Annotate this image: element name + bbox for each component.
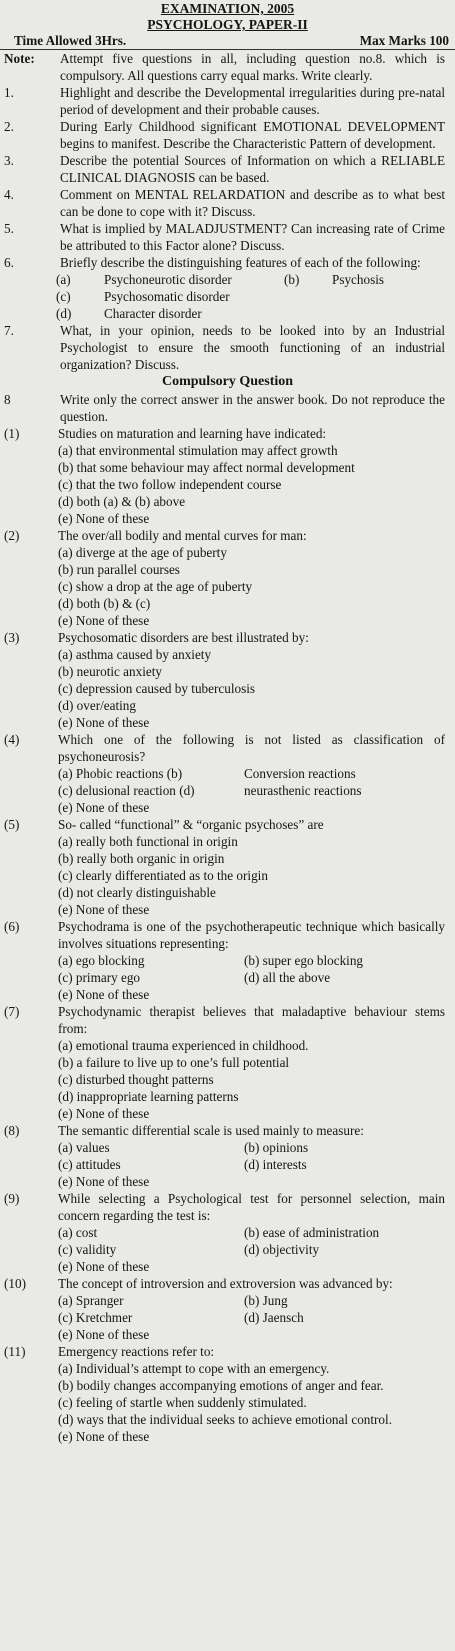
option: (b) run parallel courses bbox=[58, 562, 180, 577]
mcq-options bbox=[0, 1224, 455, 1275]
question-2 bbox=[0, 118, 455, 152]
option: (c) show a drop at the age of puberty bbox=[58, 579, 253, 594]
option: (d) Jaensch bbox=[244, 1310, 304, 1325]
option-row bbox=[58, 1241, 455, 1258]
option: (a) ego blocking bbox=[58, 953, 145, 968]
option: (a) cost bbox=[58, 1225, 98, 1240]
mcq-text: Psychosomatic disorders are best illustrated by: bbox=[58, 630, 309, 645]
mcq-9 bbox=[0, 1190, 455, 1224]
mcq-number: (4) bbox=[4, 732, 20, 747]
mcq-text: The concept of introversion and extroversion was advanced by: bbox=[58, 1276, 393, 1291]
question-text: Describe the potential Sources of Information on which a RELIABLE CLINICAL DIAGNOSIS can be based. bbox=[60, 153, 445, 185]
question-number: 8 bbox=[4, 392, 11, 407]
mcq-number: (7) bbox=[4, 1004, 20, 1019]
mcq-options bbox=[0, 1360, 455, 1445]
option-row bbox=[58, 1309, 455, 1326]
option-row bbox=[58, 782, 455, 799]
option: (e) None of these bbox=[58, 511, 150, 526]
question-number: 2. bbox=[4, 119, 14, 134]
option: (a) emotional trauma experienced in childhood. bbox=[58, 1038, 309, 1053]
part-row bbox=[56, 288, 455, 305]
max-marks: Max Marks 100 bbox=[359, 33, 449, 48]
time-allowed: Time Allowed 3Hrs. bbox=[14, 33, 127, 48]
question-7 bbox=[0, 322, 455, 373]
option: (b) neurotic anxiety bbox=[58, 664, 162, 679]
option: (d) interests bbox=[244, 1157, 307, 1172]
note bbox=[0, 50, 455, 84]
part-row bbox=[56, 271, 455, 288]
question-text: Briefly describe the distinguishing features of each of the following: bbox=[60, 255, 421, 270]
part-cell bbox=[284, 271, 455, 288]
option-row bbox=[58, 969, 455, 986]
mcq-number: (6) bbox=[4, 919, 20, 934]
question-3 bbox=[0, 152, 455, 186]
option: (c) disturbed thought patterns bbox=[58, 1072, 214, 1087]
part-cell bbox=[56, 305, 296, 322]
option: (b) really both organic in origin bbox=[58, 851, 225, 866]
option: neurasthenic reactions bbox=[244, 783, 362, 798]
question-number: 4. bbox=[4, 187, 14, 202]
option: (d) all the above bbox=[244, 970, 331, 985]
option: (e) None of these bbox=[58, 715, 150, 730]
question-4 bbox=[0, 186, 455, 220]
option: (d) both (b) & (c) bbox=[58, 596, 151, 611]
question-text: During Early Childhood significant EMOTIONAL DEVELOPMENT begins to manifest. Describe the Characteristic Pattern of development. bbox=[60, 119, 445, 151]
option: Conversion reactions bbox=[244, 766, 356, 781]
part-text: Psychoneurotic disorder bbox=[104, 272, 232, 287]
option: (e) None of these bbox=[58, 800, 150, 815]
mcq-number: (10) bbox=[4, 1276, 26, 1291]
question-text: What is implied by MALADJUSTMENT? Can increasing rate of Crime be attributed to this Factor alone? Discuss. bbox=[60, 221, 445, 253]
mcq-options bbox=[0, 1139, 455, 1190]
option: (e) None of these bbox=[58, 1174, 150, 1189]
instruction-text: Write only the correct answer in the answer book. Do not reproduce the question. bbox=[60, 392, 445, 424]
option-row bbox=[58, 952, 455, 969]
mcq-text: Psychodrama is one of the psychotherapeutic technique which basically involves situations representing: bbox=[58, 919, 445, 951]
option: (b) a failure to live up to one’s full potential bbox=[58, 1055, 290, 1070]
option-row bbox=[58, 1156, 455, 1173]
question-text: Comment on MENTAL RELARDATION and describe as to what best can be done to cope with it? Discuss. bbox=[60, 187, 445, 219]
question-1 bbox=[0, 84, 455, 118]
mcq-text: Emergency reactions refer to: bbox=[58, 1344, 215, 1359]
mcq-number: (1) bbox=[4, 426, 20, 441]
question-6 bbox=[0, 254, 455, 271]
mcq-options bbox=[0, 765, 455, 816]
option: (c) validity bbox=[58, 1242, 117, 1257]
mcq-number: (5) bbox=[4, 817, 20, 832]
option: (a) Individual’s attempt to cope with an emergency. bbox=[58, 1361, 330, 1376]
option: (e) None of these bbox=[58, 1327, 150, 1342]
mcq-8 bbox=[0, 1122, 455, 1139]
option: (e) None of these bbox=[58, 1429, 150, 1444]
mcq-number: (3) bbox=[4, 630, 20, 645]
mcq-options bbox=[0, 646, 455, 731]
part-cell bbox=[56, 288, 296, 305]
part-text: Psychosis bbox=[332, 272, 385, 287]
part-label: (b) bbox=[284, 272, 300, 287]
option: (d) ways that the individual seeks to achieve emotional control. bbox=[58, 1412, 392, 1427]
option: (c) clearly differentiated as to the origin bbox=[58, 868, 268, 883]
option: (e) None of these bbox=[58, 1259, 150, 1274]
option: (b) that some behaviour may affect normal development bbox=[58, 460, 355, 475]
option: (d) both (a) & (b) above bbox=[58, 494, 186, 509]
mcq-options bbox=[0, 442, 455, 527]
paper-title: PSYCHOLOGY, PAPER-II bbox=[147, 17, 308, 32]
option: (b) opinions bbox=[244, 1140, 309, 1155]
option: (e) None of these bbox=[58, 987, 150, 1002]
note-label: Note: bbox=[4, 51, 35, 66]
option: (e) None of these bbox=[58, 1106, 150, 1121]
option: (a) diverge at the age of puberty bbox=[58, 545, 227, 560]
option: (a) values bbox=[58, 1140, 110, 1155]
option: (b) Jung bbox=[244, 1293, 288, 1308]
part-label: (d) bbox=[56, 306, 72, 321]
option: (b) bodily changes accompanying emotions of anger and fear. bbox=[58, 1378, 384, 1393]
option: (c) delusional reaction (d) bbox=[58, 783, 195, 798]
option: (c) Kretchmer bbox=[58, 1310, 133, 1325]
option-row bbox=[58, 1292, 455, 1309]
mcq-options bbox=[0, 1037, 455, 1122]
question-number: 6. bbox=[4, 255, 14, 270]
option: (d) objectivity bbox=[244, 1242, 320, 1257]
mcq-number: (9) bbox=[4, 1191, 20, 1206]
question-text: What, in your opinion, needs to be looked into by an Industrial Psychologist to ensure the smooth functioning of an industrial organization? Discuss. bbox=[60, 323, 445, 372]
question-number: 5. bbox=[4, 221, 14, 236]
mcq-1 bbox=[0, 425, 455, 442]
part-row bbox=[56, 305, 455, 322]
option: (c) attitudes bbox=[58, 1157, 121, 1172]
mcq-6 bbox=[0, 918, 455, 952]
option: (c) depression caused by tuberculosis bbox=[58, 681, 256, 696]
option: (a) that environmental stimulation may affect growth bbox=[58, 443, 338, 458]
option: (a) really both functional in origin bbox=[58, 834, 238, 849]
mcq-2 bbox=[0, 527, 455, 544]
option: (d) not clearly distinguishable bbox=[58, 885, 216, 900]
question-number: 3. bbox=[4, 153, 14, 168]
option-row bbox=[58, 765, 455, 782]
mcq-options bbox=[0, 833, 455, 918]
mcq-options bbox=[0, 1292, 455, 1343]
option: (b) super ego blocking bbox=[244, 953, 364, 968]
option: (a) Phobic reactions (b) bbox=[58, 766, 183, 781]
mcq-text: Psychodynamic therapist believes that maladaptive behaviour stems from: bbox=[58, 1004, 445, 1036]
option: (b) ease of administration bbox=[244, 1225, 380, 1240]
mcq-text: The over/all bodily and mental curves for man: bbox=[58, 528, 307, 543]
paper-header bbox=[0, 0, 455, 33]
mcq-text: While selecting a Psychological test for personnel selection, main concern regarding the test is: bbox=[58, 1191, 445, 1223]
mcq-4 bbox=[0, 731, 455, 765]
question-number: 7. bbox=[4, 323, 14, 338]
option: (a) Spranger bbox=[58, 1293, 124, 1308]
mcq-number: (11) bbox=[4, 1344, 26, 1359]
option: (e) None of these bbox=[58, 902, 150, 917]
mcq-number: (2) bbox=[4, 528, 20, 543]
option: (c) that the two follow independent course bbox=[58, 477, 282, 492]
part-label: (c) bbox=[56, 289, 71, 304]
question-parts bbox=[0, 271, 455, 322]
exam-title: EXAMINATION, 2005 bbox=[160, 1, 295, 16]
note-text: Attempt five questions in all, including question no.8. which is compulsory. All questions carry equal marks. Write clearly. bbox=[60, 51, 445, 83]
question-text: Highlight and describe the Developmental irregularities during pre-natal period of development and their probable causes. bbox=[60, 85, 445, 117]
option: (c) feeling of startle when suddenly stimulated. bbox=[58, 1395, 307, 1410]
mcq-options bbox=[0, 544, 455, 629]
option: (e) None of these bbox=[58, 613, 150, 628]
mcq-text: The semantic differential scale is used mainly to measure: bbox=[58, 1123, 364, 1138]
part-label: (a) bbox=[56, 272, 71, 287]
mcq-11 bbox=[0, 1343, 455, 1360]
compulsory-instruction bbox=[0, 391, 455, 425]
compulsory-title: Compulsory Question bbox=[161, 374, 294, 389]
part-cell bbox=[56, 271, 284, 288]
paper-meta bbox=[0, 33, 455, 50]
option: (a) asthma caused by anxiety bbox=[58, 647, 212, 662]
mcq-7 bbox=[0, 1003, 455, 1037]
mcq-10 bbox=[0, 1275, 455, 1292]
question-list bbox=[0, 84, 455, 373]
option: (d) over/eating bbox=[58, 698, 136, 713]
part-text: Character disorder bbox=[104, 306, 202, 321]
mcq-text: Which one of the following is not listed as classification of psychoneurosis? bbox=[58, 732, 445, 764]
option: (c) primary ego bbox=[58, 970, 141, 985]
part-text: Psychosomatic disorder bbox=[104, 289, 230, 304]
option-row bbox=[58, 1224, 455, 1241]
mcq-number: (8) bbox=[4, 1123, 20, 1138]
option-row bbox=[58, 1139, 455, 1156]
mcq-5 bbox=[0, 816, 455, 833]
mcq-text: So- called “functional” & “organic psychoses” are bbox=[58, 817, 324, 832]
mcq-list bbox=[0, 425, 455, 1445]
mcq-3 bbox=[0, 629, 455, 646]
mcq-text: Studies on maturation and learning have indicated: bbox=[58, 426, 327, 441]
mcq-options bbox=[0, 952, 455, 1003]
option: (d) inappropriate learning patterns bbox=[58, 1089, 239, 1104]
question-number: 1. bbox=[4, 85, 14, 100]
question-5 bbox=[0, 220, 455, 254]
